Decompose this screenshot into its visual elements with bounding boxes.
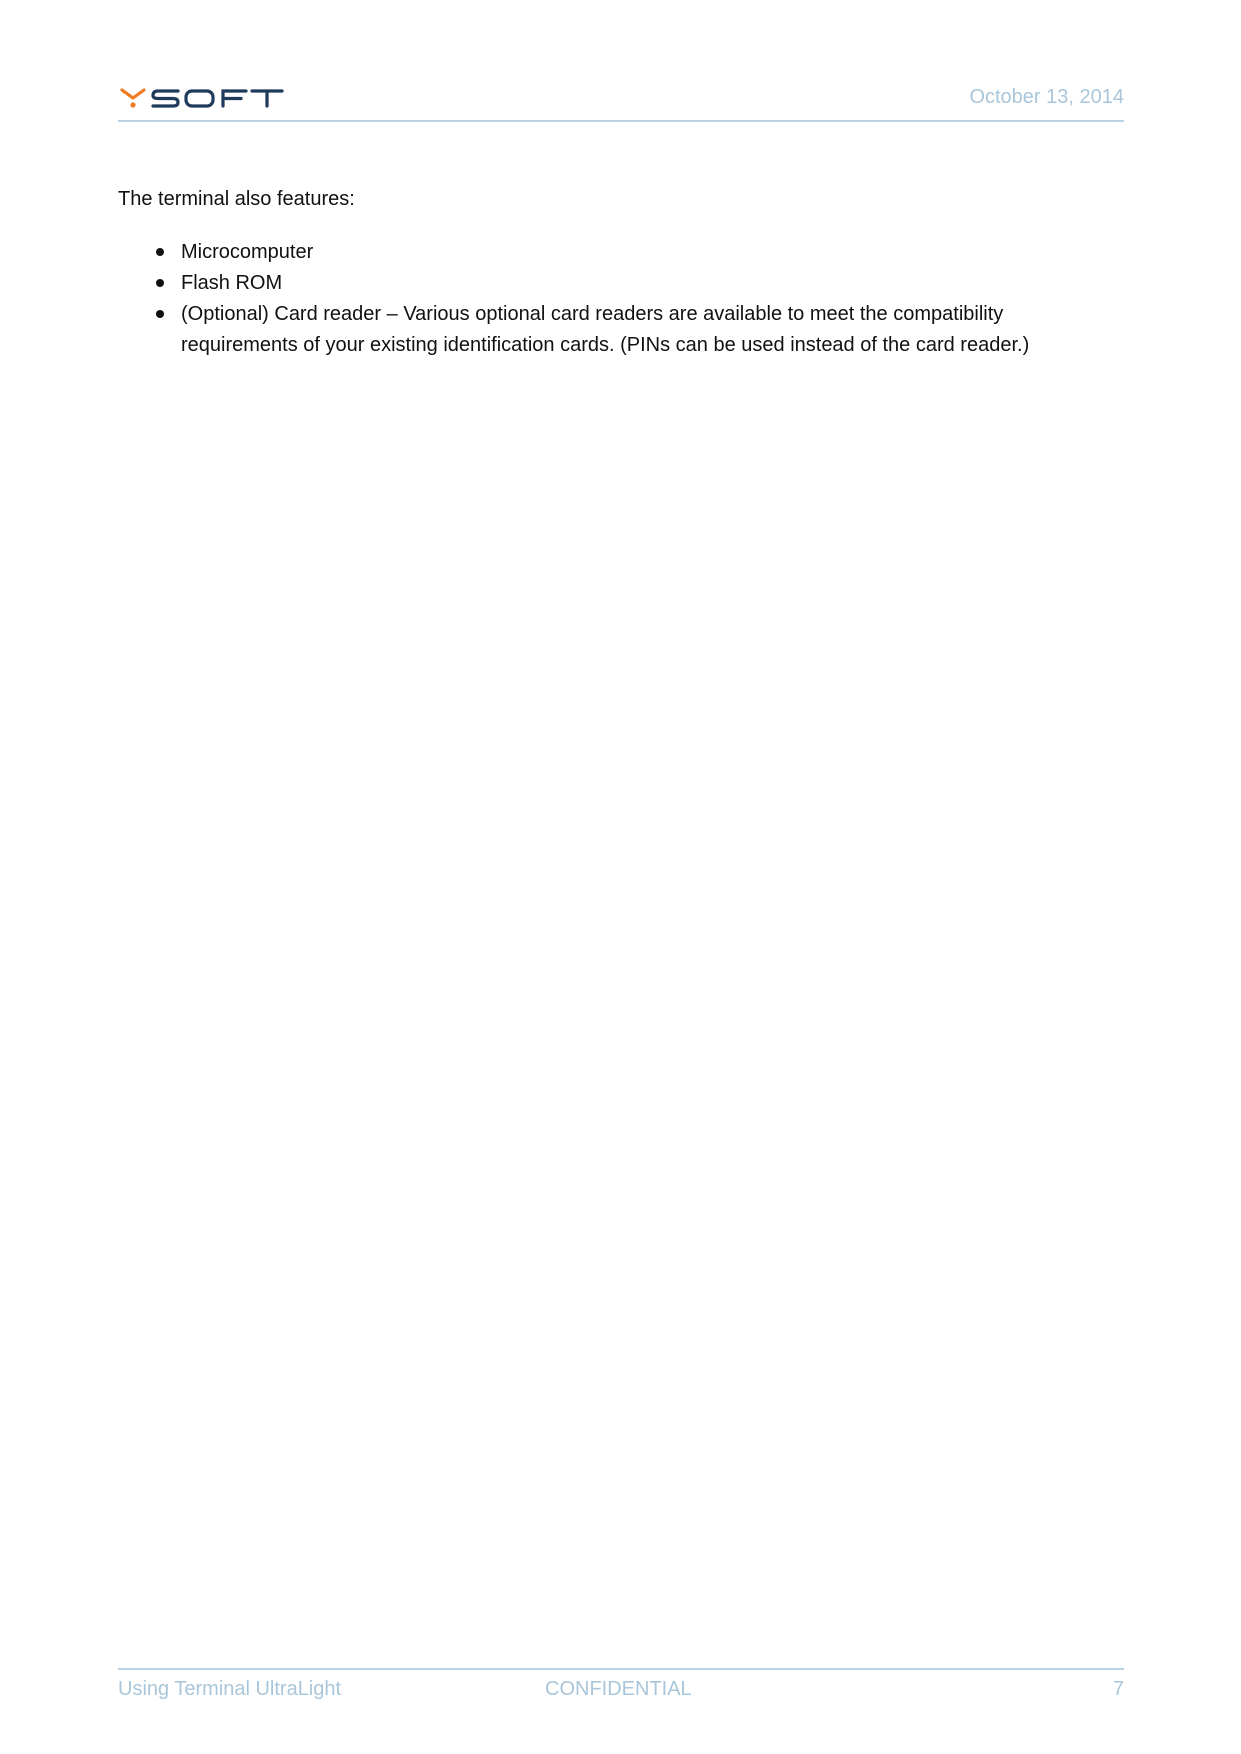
footer-confidential-label: CONFIDENTIAL: [545, 1678, 692, 1700]
list-item: [118, 299, 1078, 361]
list-item: [118, 237, 1078, 268]
header-date: October 13, 2014: [969, 86, 1124, 108]
feature-text: Microcomputer: [181, 241, 314, 263]
ysoft-logo: [120, 86, 284, 110]
page-content: [118, 184, 1078, 361]
feature-list: [118, 237, 1078, 361]
footer-page-number: 7: [1112, 1678, 1124, 1700]
list-item: [118, 268, 1078, 299]
page-header: [118, 82, 1124, 122]
bullet-icon: [156, 279, 164, 287]
bullet-icon: [156, 248, 164, 256]
footer-document-title: Using Terminal UltraLight: [118, 1678, 342, 1700]
feature-text: Flash ROM: [181, 272, 283, 294]
page-footer: [118, 1668, 1124, 1706]
bullet-icon: [156, 310, 164, 318]
feature-text: (Optional) Card reader – Various optional card readers are available to meet the compatibility requirements of your existing identification cards. (PINs can be used instead of the card reader.): [181, 303, 1030, 356]
intro-paragraph: The terminal also features:: [118, 188, 355, 210]
